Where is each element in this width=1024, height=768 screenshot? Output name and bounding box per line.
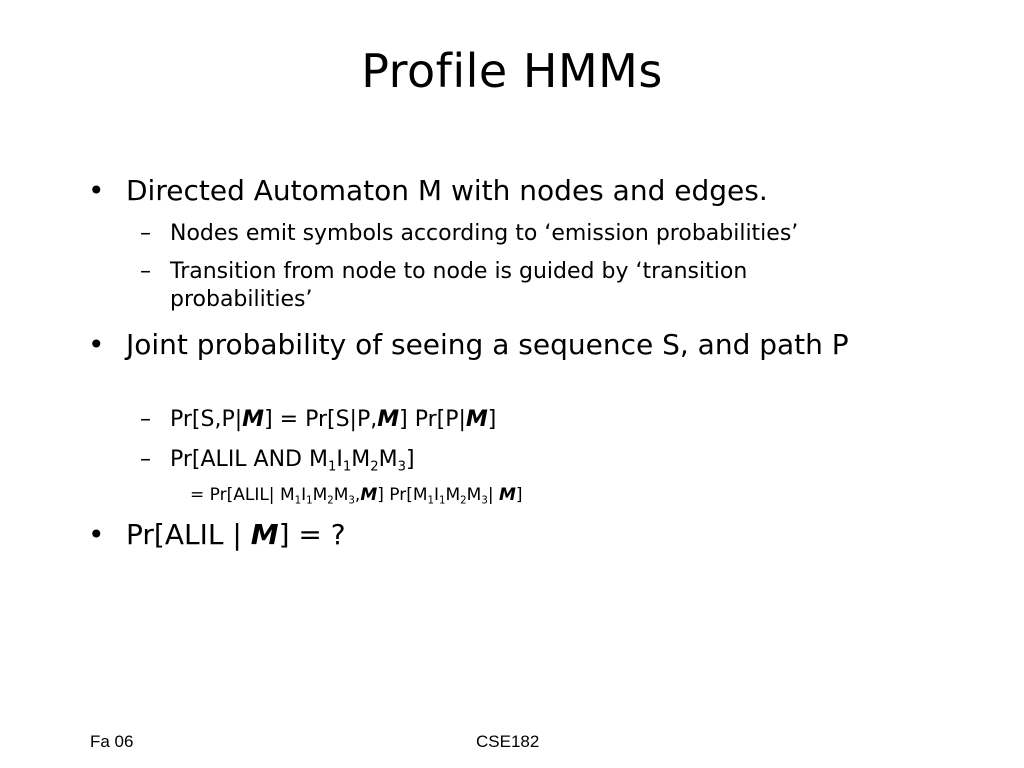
sub-bullet-1-2 [140, 258, 880, 314]
dash-marker: – [140, 407, 151, 432]
slide-title: Profile HMMs [361, 44, 663, 98]
bullet-1-text: Directed Automaton M with nodes and edges. [126, 174, 768, 207]
formula-continuation: = Pr[ALIL| $M_1I_1M_2M_3,M$] $Pr[M_1I_1M_2M_3|$ M] [190, 485, 523, 507]
bullet-2 [88, 328, 938, 362]
bullet-dot: • [88, 518, 105, 551]
dash-marker: – [140, 221, 151, 246]
footer-left: Fa 06 [90, 732, 134, 751]
dash-marker: – [140, 259, 151, 284]
sub-bullet-1-2-text: Transition from node to node is guided by ‘transition probabilities’ [170, 259, 748, 312]
footer-center: CSE182 [476, 732, 540, 751]
sub-bullet-2-2 [140, 446, 900, 474]
bullet-2-text: Joint probability of seeing a sequence S, and path P [126, 328, 849, 361]
bullet-dot: • [88, 328, 105, 361]
bullet-dot: • [88, 174, 105, 207]
dash-marker: – [140, 447, 151, 472]
sub-bullet-1-1 [140, 220, 900, 248]
sub-bullet-2-1 [140, 406, 900, 434]
formula-joint: Pr[S,P|M] = Pr[S|P,M] Pr[P|M] [170, 407, 497, 432]
formula-alil-and: Pr[ALIL AND $M_1I_1M_2M_3$] [170, 447, 415, 475]
bullet-3-text: Pr[ALIL | M] = ? [126, 518, 346, 551]
bullet-1 [88, 174, 938, 208]
sub-bullet-1-1-text: Nodes emit symbols according to ‘emission probabilities’ [170, 221, 799, 246]
bullet-3 [88, 518, 938, 552]
